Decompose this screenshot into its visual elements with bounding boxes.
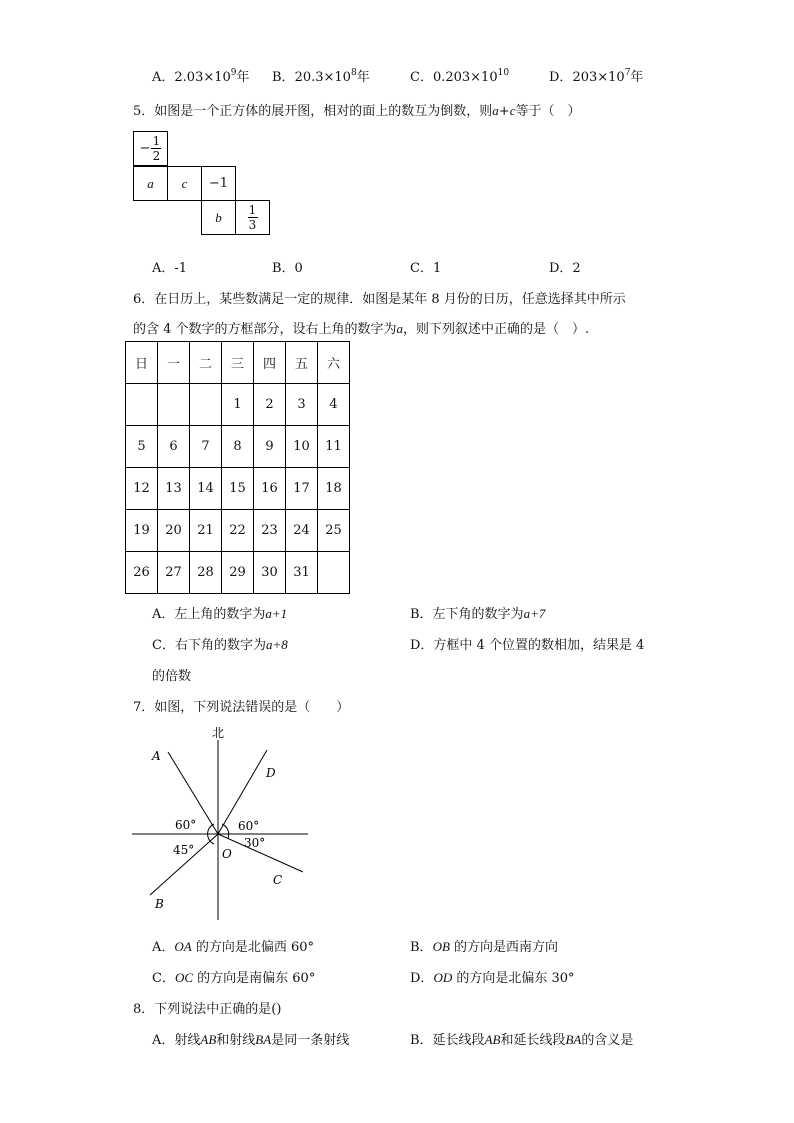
calendar-row (126, 426, 350, 468)
calendar-cell (318, 552, 350, 594)
net-cell-a: a (133, 166, 168, 201)
calendar-cell: 4 (318, 384, 350, 426)
calendar-cell: 11 (318, 426, 350, 468)
calendar-header-row (126, 342, 350, 384)
q5-option-d: D．2 (549, 261, 581, 276)
net-cell-one-third: $\frac{1}{3}$ (235, 200, 270, 235)
angle-label-left-lower: 45° (173, 843, 195, 857)
calendar-cell: 8 (222, 426, 254, 468)
calendar-cell: 16 (254, 468, 286, 510)
calendar-cell: 13 (158, 468, 190, 510)
angle-label-right-lower: 30° (244, 836, 266, 850)
calendar-header-cell: 六 (318, 342, 350, 384)
q8-option-a: A．射线AB和射线BA是同一条射线 (152, 1032, 350, 1048)
calendar-cell: 27 (158, 552, 190, 594)
calendar-cell: 3 (286, 384, 318, 426)
q5-option-a: A．-1 (152, 261, 188, 276)
label-d: D (266, 766, 276, 780)
q6-option-c: C．右下角的数字为a+8 (152, 637, 288, 653)
q4-option-b: B．$20.3\times 10^8$年 (272, 68, 370, 85)
calendar-row (126, 384, 350, 426)
q5-option-b: B．0 (272, 261, 303, 276)
calendar-cell: 14 (190, 468, 222, 510)
q8-option-b: B．延长线段AB和延长线段BA的含义是 (410, 1032, 634, 1048)
calendar-cell: 26 (126, 552, 158, 594)
calendar-header-cell: 二 (190, 342, 222, 384)
net-cell-c: c (167, 166, 202, 201)
angle-label-left-upper: 60° (175, 818, 197, 832)
label-o: O (222, 847, 232, 861)
calendar-row (126, 468, 350, 510)
calendar-cell: 24 (286, 510, 318, 552)
q4-option-c: C．$0.203\times 10^{10}$ (410, 68, 510, 85)
calendar-cell: 12 (126, 468, 158, 510)
label-a: A (152, 749, 161, 763)
q7-option-d: D．OD 的方向是北偏东 30° (410, 970, 575, 986)
calendar-cell: 20 (158, 510, 190, 552)
q5-option-c: C．1 (410, 261, 442, 276)
q7-option-b: B．OB 的方向是西南方向 (410, 939, 559, 955)
net-cell-neg-half: − $\frac{1}{2}$ (133, 131, 168, 166)
calendar-cell (126, 384, 158, 426)
calendar-header-cell: 四 (254, 342, 286, 384)
calendar-cell: 23 (254, 510, 286, 552)
net-cell-neg-one: −1 (201, 166, 236, 201)
q6-option-d-cont: 的倍数 (152, 669, 192, 684)
calendar-cell: 22 (222, 510, 254, 552)
calendar-cell: 29 (222, 552, 254, 594)
q5-stem: 5．如图是一个正方体的展开图，相对的面上的数互为倒数，则a+c等于（ ） (133, 103, 581, 119)
calendar-cell: 21 (190, 510, 222, 552)
label-c: C (273, 873, 283, 887)
calendar-header-cell: 日 (126, 342, 158, 384)
calendar-cell: 1 (222, 384, 254, 426)
q6-option-d: D．方框中 4 个位置的数相加，结果是 4 (410, 638, 645, 653)
calendar-cell: 28 (190, 552, 222, 594)
calendar-row (126, 510, 350, 552)
calendar-header-cell: 三 (222, 342, 254, 384)
calendar-table (125, 341, 350, 594)
compass-diagram (130, 722, 315, 924)
calendar-cell: 25 (318, 510, 350, 552)
q6-stem-line1: 6．在日历上，某些数满足一定的规律．如图是某年 8 月份的日历，任意选择其中所示 (133, 292, 626, 307)
angle-label-right-upper: 60° (238, 819, 260, 833)
calendar-header-cell: 一 (158, 342, 190, 384)
q6-option-a: A．左上角的数字为a+1 (152, 606, 288, 622)
calendar-cell (158, 384, 190, 426)
calendar-cell: 15 (222, 468, 254, 510)
net-cell-b: b (201, 200, 236, 235)
calendar-cell: 2 (254, 384, 286, 426)
calendar-cell: 5 (126, 426, 158, 468)
calendar-cell: 7 (190, 426, 222, 468)
calendar-cell: 6 (158, 426, 190, 468)
calendar-cell: 30 (254, 552, 286, 594)
calendar-header-cell: 五 (286, 342, 318, 384)
calendar-cell: 31 (286, 552, 318, 594)
calendar-cell: 18 (318, 468, 350, 510)
calendar-cell (190, 384, 222, 426)
q7-option-c: C．OC 的方向是南偏东 60° (152, 970, 316, 986)
calendar-cell: 17 (286, 468, 318, 510)
q4-option-a: A．$2.03\times 10^9$年 (152, 68, 250, 85)
q4-option-d: D．$203\times 10^7$年 (549, 68, 644, 85)
q7-option-a: A．OA 的方向是北偏西 60° (152, 939, 315, 955)
q6-option-b: B．左下角的数字为a+7 (410, 606, 546, 622)
calendar-cell: 9 (254, 426, 286, 468)
calendar-cell: 19 (126, 510, 158, 552)
north-label: 北 (212, 726, 225, 740)
q8-stem: 8．下列说法中正确的是() (133, 1002, 282, 1017)
calendar-cell: 10 (286, 426, 318, 468)
q6-stem-line2: 的含 4 个数字的方框部分，设右上角的数字为a，则下列叙述中正确的是（ ）. (133, 321, 590, 337)
label-b: B (155, 897, 164, 911)
q7-stem: 7．如图，下列说法错误的是（ ） (133, 700, 350, 715)
calendar-row (126, 552, 350, 594)
